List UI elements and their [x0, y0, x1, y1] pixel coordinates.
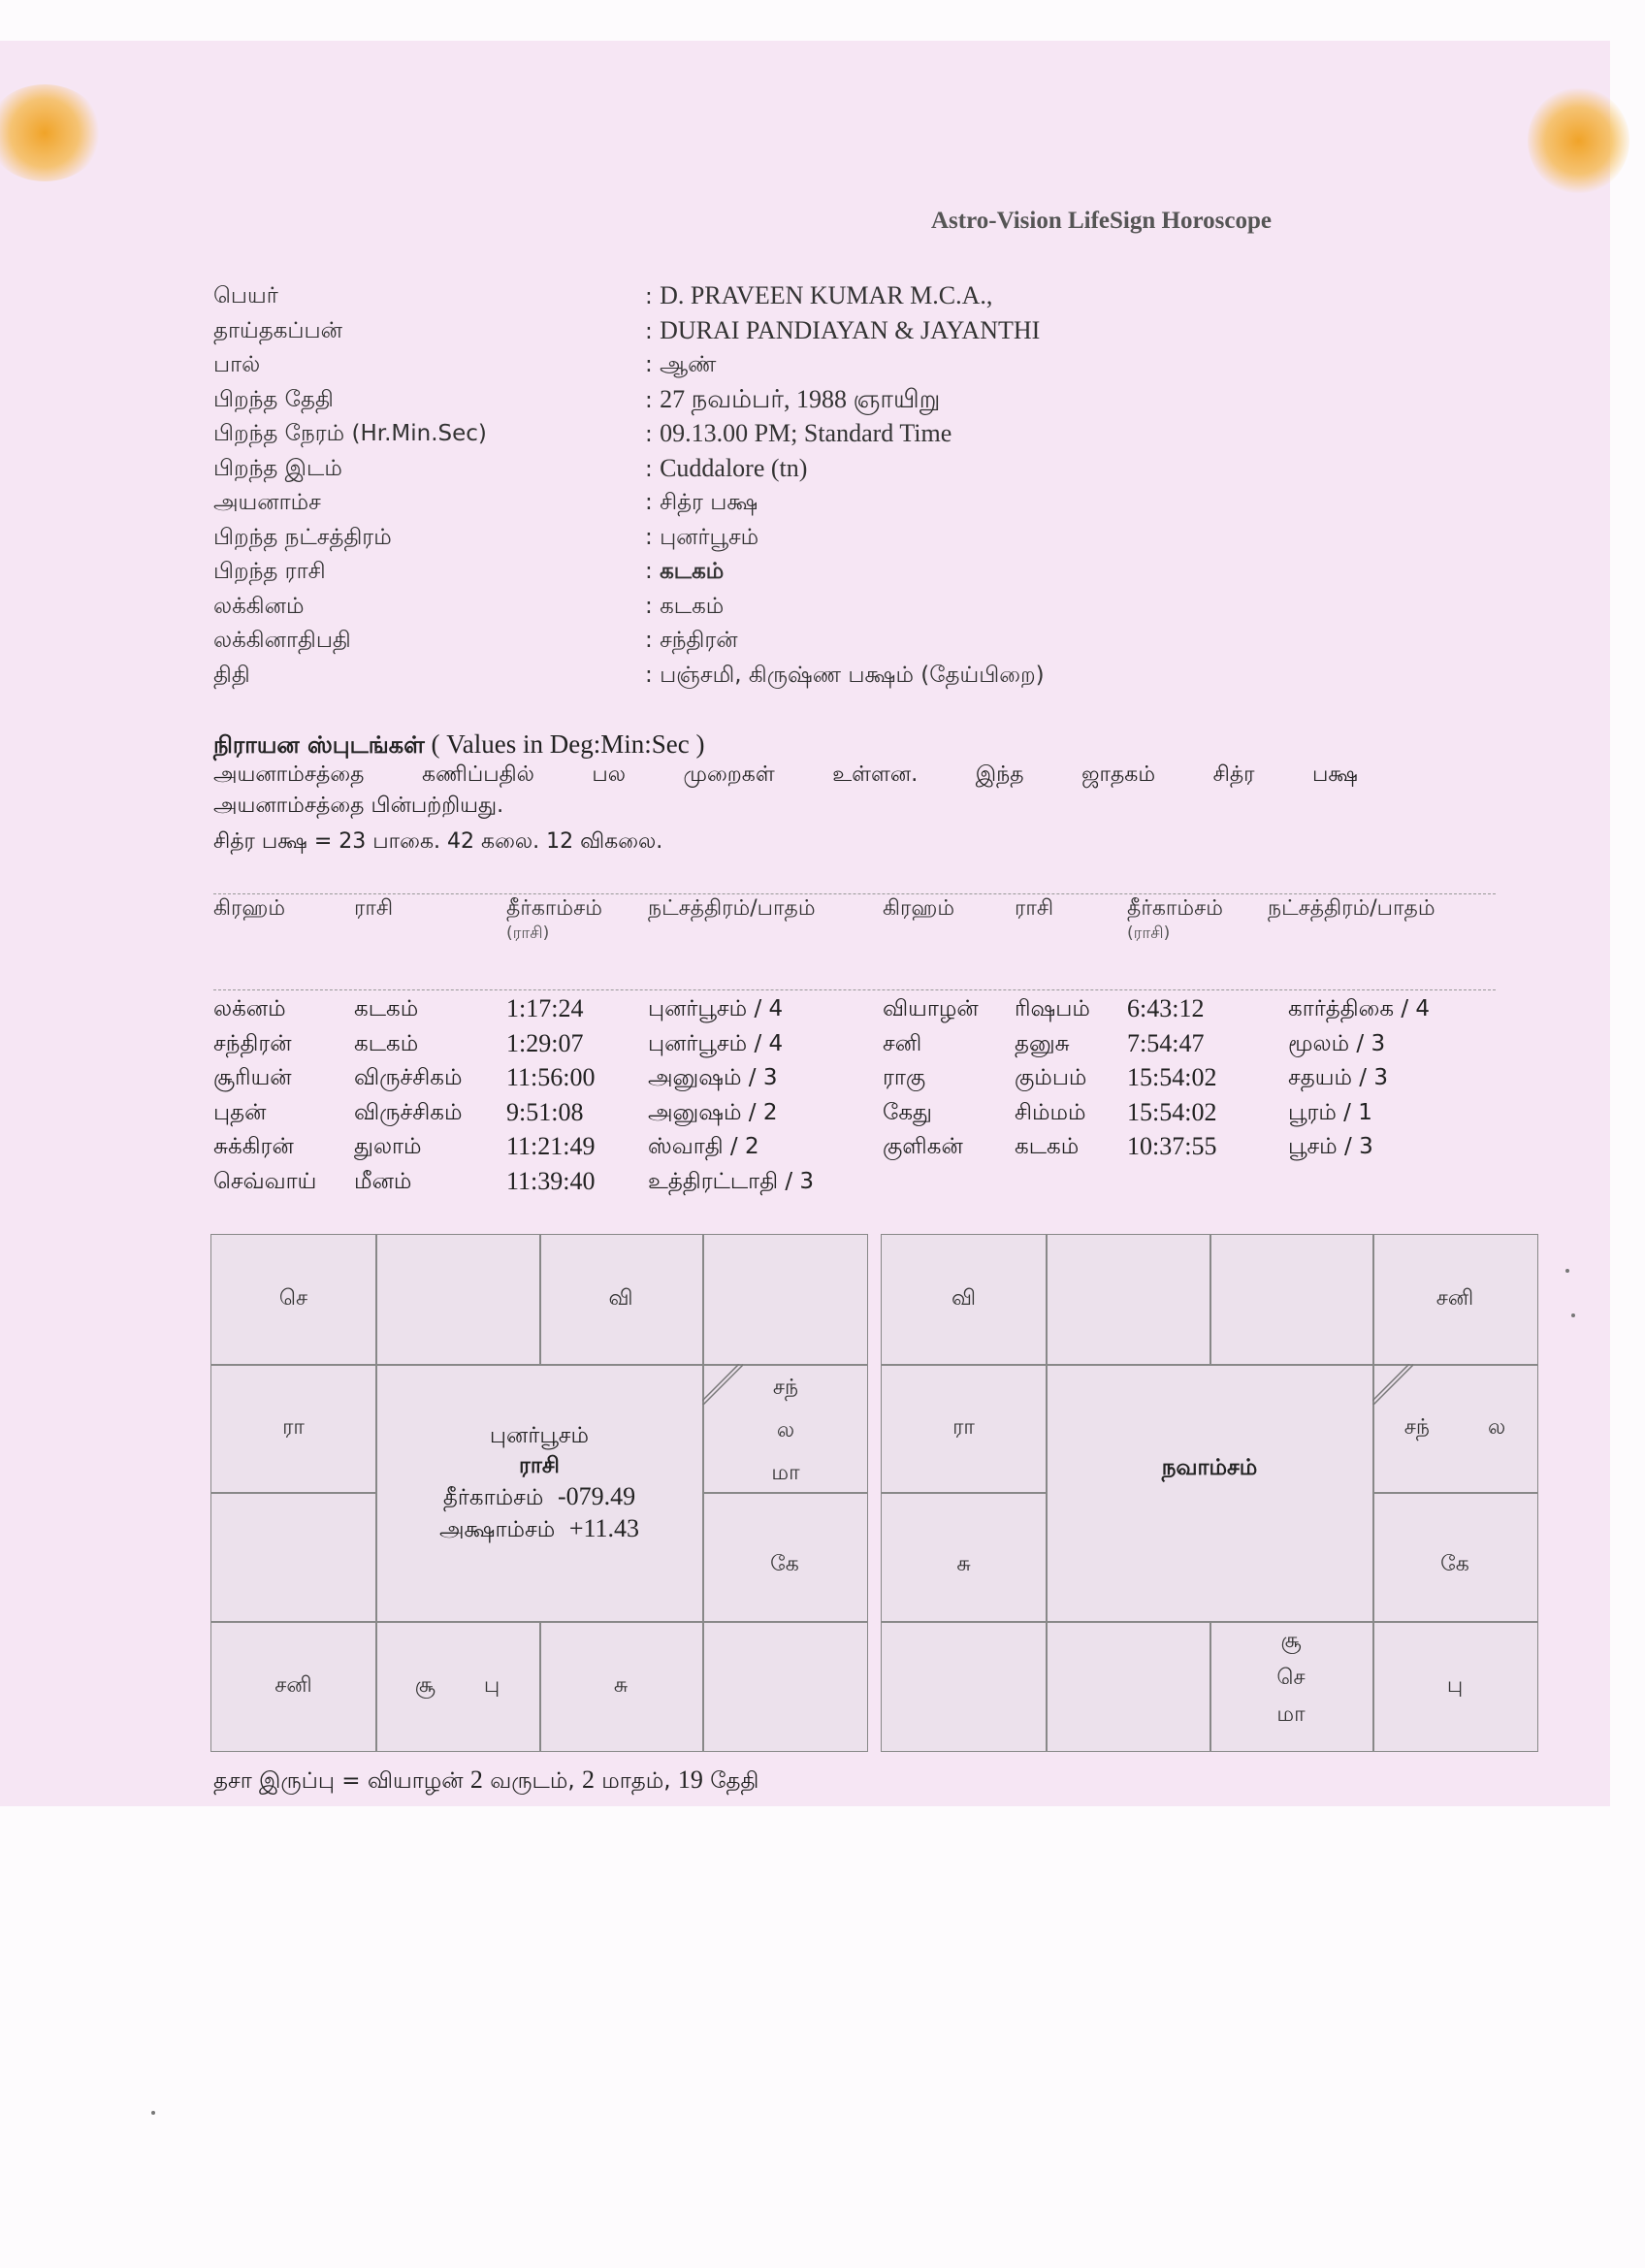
- table-cell-rasi: தனுசு: [1015, 1030, 1070, 1056]
- rasi-longitude-label: தீர்காம்சம்: [442, 1485, 544, 1510]
- detail-value-text: DURAI PANDIAYAN & JAYANTHI: [660, 315, 1041, 344]
- ayanamsa-value: சித்ர பக்ஷ = 23 பாகை. 42 கலை. 12 விகலை.: [213, 829, 663, 854]
- table-cell-star: அனுஷம் / 3: [648, 1065, 778, 1090]
- dasa-planet: வியாழன்: [367, 1768, 470, 1794]
- detail-colon: :: [645, 524, 661, 550]
- table-cell-rasi: சிம்மம்: [1015, 1099, 1086, 1125]
- rasi-house-scorpio: [375, 1621, 539, 1751]
- grid-line: [1210, 1235, 1211, 1364]
- table-cell-rasi: கடகம்: [354, 1030, 419, 1056]
- detail-colon: :: [645, 387, 661, 413]
- header-star-right: நட்சத்திரம்/பாதம்: [1268, 896, 1435, 921]
- detail-label: தாய்தகப்பன்: [213, 317, 342, 343]
- rasi-house-taurus: வி: [608, 1286, 633, 1311]
- table-cell-rasi: விருச்சிகம்: [354, 1065, 463, 1090]
- rasi-cancer-planet-2: ல: [776, 1418, 795, 1442]
- brand-header: Astro-Vision LifeSign Horoscope: [931, 208, 1272, 234]
- navamsa-house-virgo: பு: [1446, 1673, 1464, 1698]
- table-cell-deg: 10:37:55: [1127, 1132, 1217, 1160]
- detail-colon: :: [645, 490, 661, 515]
- table-cell-star: அனுஷம் / 2: [648, 1099, 778, 1125]
- detail-colon: :: [645, 559, 661, 584]
- detail-value: [645, 385, 940, 415]
- detail-value: [645, 488, 758, 517]
- table-cell-rasi: கடகம்: [1015, 1134, 1080, 1159]
- navamsa-house-libra: [1210, 1621, 1372, 1751]
- table-cell-deg: 15:54:02: [1127, 1097, 1217, 1126]
- rasi-chart-center: [376, 1421, 702, 1545]
- table-cell-planet: வியாழன்: [883, 996, 979, 1021]
- header-planet-right: கிரஹம்: [883, 896, 955, 921]
- table-cell-deg: 9:51:08: [506, 1097, 584, 1126]
- dasa-days-label: தேதி: [702, 1768, 759, 1794]
- dasa-months: 2: [581, 1766, 595, 1794]
- detail-colon: :: [645, 284, 661, 309]
- table-cell-star: புனர்பூசம் / 4: [648, 1030, 784, 1056]
- rasi-scorpio-planet-2: பு: [483, 1673, 500, 1698]
- table-cell-rasi: விருச்சிகம்: [354, 1099, 463, 1125]
- table-cell-rasi: துலாம்: [354, 1134, 422, 1159]
- navamsa-house-aquarius: ரா: [952, 1415, 975, 1440]
- detail-value-text: சித்ர பக்ஷ: [660, 490, 758, 515]
- detail-colon: :: [645, 662, 661, 688]
- rasi-house-leo: கே: [770, 1552, 799, 1576]
- rasi-longitude: [376, 1481, 702, 1513]
- navamsa-house-leo: கே: [1440, 1552, 1469, 1576]
- table-cell-rasi: கும்பம்: [1015, 1065, 1087, 1090]
- ayanamsa-note-line2: அயனாம்சத்தை பின்பற்றியது.: [213, 794, 504, 818]
- detail-label: பிறந்த நட்சத்திரம்: [213, 524, 392, 550]
- header-longitude-left-main: தீர்காம்சம்: [506, 896, 602, 921]
- detail-colon: :: [645, 593, 661, 619]
- detail-value: [645, 281, 992, 311]
- table-cell-star: பூரம் / 1: [1288, 1099, 1372, 1125]
- table-cell-deg: 7:54:47: [1127, 1028, 1205, 1057]
- detail-label: பிறந்த தேதி: [213, 386, 334, 412]
- detail-label: பால்: [213, 352, 261, 377]
- rasi-house-libra: சு: [613, 1673, 629, 1698]
- dasa-label: தசா இருப்பு =: [213, 1768, 368, 1794]
- stain-mark-right: [1528, 87, 1629, 194]
- table-cell-star: புனர்பூசம் / 4: [648, 996, 784, 1021]
- detail-value-text: புனர்பூசம்: [660, 524, 759, 550]
- rasi-house-aquarius: ரா: [282, 1415, 305, 1440]
- detail-value-text: சந்திரன்: [660, 628, 738, 653]
- section-title-english: ( Values in Deg:Min:Sec ): [424, 729, 705, 759]
- navamsa-house-gemini: சனி: [1435, 1286, 1474, 1311]
- rasi-latitude-value: +11.43: [568, 1514, 640, 1542]
- navamsa-libra-planet-1: சூ: [1280, 1629, 1302, 1653]
- detail-label: திதி: [213, 662, 250, 688]
- detail-colon: :: [645, 456, 661, 482]
- table-cell-star: ஸ்வாதி / 2: [648, 1134, 759, 1159]
- navamsa-cancer-planet-2: ல: [1488, 1415, 1506, 1440]
- detail-label: பிறந்த நேரம் (Hr.Min.Sec): [213, 421, 487, 446]
- dasa-days: 19: [677, 1766, 703, 1794]
- detail-colon: :: [645, 422, 661, 447]
- table-cell-rasi: ரிஷபம்: [1015, 996, 1090, 1021]
- speck-mark: [151, 2111, 155, 2115]
- header-longitude-left: [506, 896, 602, 945]
- navamsa-libra-planet-2: செ: [1276, 1666, 1306, 1690]
- table-cell-deg: 11:56:00: [506, 1063, 596, 1091]
- rasi-cancer-planet-1: சந்: [772, 1376, 799, 1400]
- detail-colon: :: [645, 628, 661, 653]
- table-cell-deg: 1:29:07: [506, 1028, 584, 1057]
- table-top-rule: [213, 893, 1496, 894]
- rasi-cancer-planet-3: மா: [771, 1461, 800, 1485]
- detail-value: [645, 557, 724, 586]
- table-cell-rasi: கடகம்: [354, 996, 419, 1021]
- header-longitude-right: [1127, 896, 1223, 945]
- detail-colon: :: [645, 352, 661, 377]
- detail-value: [645, 350, 716, 379]
- navamsa-center-title: நவாம்சம்: [1161, 1455, 1258, 1480]
- table-cell-planet: கேது: [883, 1099, 932, 1125]
- rasi-house-pisces: செ: [278, 1286, 308, 1311]
- table-cell-deg: 6:43:12: [1127, 994, 1205, 1022]
- navamsa-house-cancer: [1372, 1364, 1537, 1492]
- rasi-center-title: ராசி: [519, 1453, 560, 1478]
- table-cell-deg: 15:54:02: [1127, 1063, 1217, 1091]
- table-header-rule: [213, 989, 1496, 990]
- table-cell-planet: குளிகன்: [883, 1134, 963, 1159]
- detail-label: லக்கினம்: [213, 593, 305, 619]
- detail-label: பெயர்: [213, 283, 278, 308]
- table-cell-planet: ராகு: [883, 1065, 926, 1090]
- navamsa-house-capricorn: சு: [956, 1552, 971, 1576]
- dasa-years: 2: [469, 1766, 483, 1794]
- rasi-house-sagittarius: சனி: [274, 1673, 312, 1698]
- detail-colon: :: [645, 318, 661, 344]
- navamsa-libra-planet-3: மா: [1276, 1702, 1306, 1727]
- header-planet-left: கிரஹம்: [213, 896, 286, 921]
- detail-value: [645, 626, 738, 655]
- grid-line: [1046, 1235, 1048, 1751]
- detail-value-text: கடகம்: [660, 593, 725, 619]
- stain-mark-left: [0, 84, 103, 181]
- detail-value-text: 27 நவம்பர், 1988 ஞாயிறு: [660, 384, 941, 413]
- table-cell-star: மூலம் / 3: [1288, 1030, 1386, 1056]
- table-cell-planet: செவ்வாய்: [213, 1168, 317, 1194]
- rasi-latitude: [376, 1513, 702, 1545]
- rasi-house-cancer: [704, 1374, 867, 1492]
- header-rasi-left: ராசி: [354, 896, 394, 921]
- table-cell-deg: 11:39:40: [506, 1166, 596, 1195]
- detail-label: பிறந்த ராசி: [213, 559, 326, 584]
- navamsa-chart: [881, 1234, 1538, 1752]
- detail-value-text: D. PRAVEEN KUMAR M.C.A.,: [660, 281, 993, 309]
- table-cell-deg: 1:17:24: [506, 994, 584, 1022]
- table-cell-deg: 11:21:49: [506, 1132, 596, 1160]
- navamsa-cancer-planet-1: சந்: [1403, 1415, 1431, 1440]
- detail-value: [645, 316, 1040, 346]
- detail-value-text: கடகம்: [660, 559, 725, 584]
- ayanamsa-note-line1: அயனாம்சத்தை கணிப்பதில் பல முறைகள் உள்ளன. இந்த ஜாதகம் சித்ர பக்ஷ: [213, 762, 1358, 787]
- table-cell-planet: புதன்: [213, 1099, 267, 1125]
- rasi-center-star: புனர்பூசம்: [489, 1423, 590, 1448]
- section-title-tamil: நிராயன ஸ்புடங்கள்: [213, 731, 425, 759]
- table-cell-planet: சுக்கிரன்: [213, 1134, 294, 1159]
- dasa-balance: [213, 1766, 758, 1797]
- table-cell-rasi: மீனம்: [354, 1168, 412, 1194]
- detail-label: லக்கினாதிபதி: [213, 628, 351, 653]
- detail-value-text: பஞ்சமி, கிருஷ்ண பக்ஷம் (தேய்பிறை): [660, 662, 1045, 688]
- detail-label: அயனாம்ச: [213, 490, 321, 515]
- header-longitude-right-main: தீர்காம்சம்: [1127, 896, 1223, 921]
- dasa-years-label: வருடம்,: [482, 1768, 582, 1794]
- header-longitude-right-sub: (ராசி): [1127, 923, 1171, 943]
- dasa-months-label: மாதம்,: [594, 1768, 678, 1794]
- grid-line: [211, 1492, 376, 1494]
- rasi-scorpio-planet-1: சூ: [414, 1673, 435, 1698]
- detail-value-text: ஆண்: [660, 352, 717, 377]
- table-cell-star: கார்த்திகை / 4: [1288, 996, 1431, 1021]
- section-title: [213, 729, 705, 761]
- table-cell-planet: சூரியன்: [213, 1065, 292, 1090]
- detail-value-text: Cuddalore (tn): [660, 453, 808, 482]
- detail-value: [645, 523, 758, 552]
- rasi-latitude-label: அக்ஷாம்சம்: [438, 1517, 556, 1542]
- detail-value: [645, 419, 952, 449]
- detail-value: [645, 454, 807, 484]
- detail-value-text: 09.13.00 PM; Standard Time: [660, 419, 952, 447]
- table-cell-star: சதயம் / 3: [1288, 1065, 1388, 1090]
- header-rasi-right: ராசி: [1015, 896, 1054, 921]
- table-cell-star: பூசம் / 3: [1288, 1134, 1373, 1159]
- speck-mark: [1571, 1313, 1575, 1317]
- detail-label: பிறந்த இடம்: [213, 455, 342, 481]
- table-cell-star: உத்திரட்டாதி / 3: [648, 1168, 815, 1194]
- detail-value: [645, 592, 724, 621]
- rasi-chart: [210, 1234, 868, 1752]
- speck-mark: [1565, 1269, 1569, 1273]
- table-cell-planet: சனி: [883, 1030, 922, 1056]
- navamsa-house-pisces: வி: [951, 1286, 977, 1311]
- header-longitude-left-sub: (ராசி): [506, 923, 550, 943]
- header-star-left: நட்சத்திரம்/பாதம்: [648, 896, 816, 921]
- table-cell-planet: சந்திரன்: [213, 1030, 292, 1056]
- detail-value: [645, 661, 1045, 690]
- rasi-longitude-value: -079.49: [557, 1482, 636, 1510]
- table-cell-planet: லக்னம்: [213, 996, 286, 1021]
